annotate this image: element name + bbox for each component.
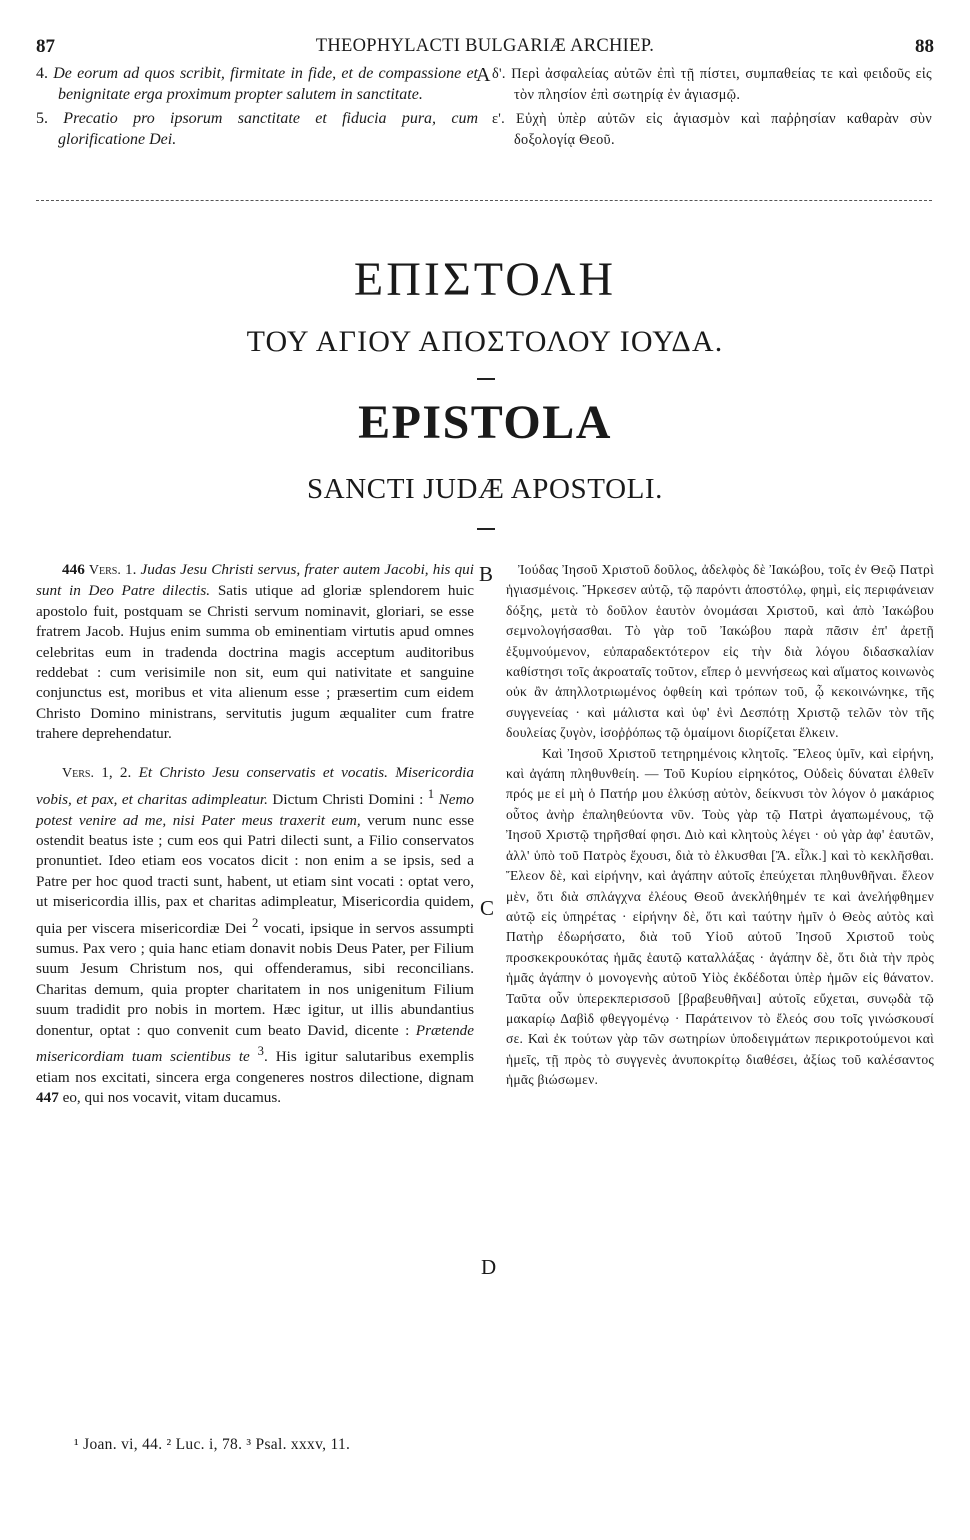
summary-latin-item: [36, 109, 478, 150]
page-number-right: 88: [915, 36, 934, 57]
commentary-text: eo, qui nos vocavit, vitam ducamus.: [62, 1088, 282, 1106]
summary-greek: [492, 64, 932, 154]
verse-label: Vers.: [62, 765, 94, 781]
item-number: 5.: [36, 110, 48, 127]
summary-greek-item: [492, 64, 932, 105]
summary-latin-item: [36, 64, 478, 105]
summary-latin: [36, 64, 478, 154]
margin-letter-a: A: [476, 64, 491, 86]
item-text: De eorum ad quos scribit, firmitate in fide, et de compassione et benignitate erga proximum propter salutem in sanctitate.: [53, 65, 478, 103]
margin-letter-b: B: [479, 562, 494, 586]
summary-greek-item: [492, 109, 932, 150]
footnote-ref: 2: [252, 915, 259, 930]
verse-number: 1.: [125, 561, 137, 578]
page-number-left: 87: [36, 36, 55, 57]
item-number: 4.: [36, 65, 48, 82]
verse-lemma: Judas Jesu Christi servus, frater autem Jacobi, his qui sunt in Deo Patre dilectis.: [36, 561, 474, 600]
margin-letter-c: C: [480, 896, 495, 920]
commentary-text: . His igitur salutaribus exemplis etiam nos excitati, sincera erga congeneres nostros dilectione, dignam: [36, 1048, 474, 1086]
latin-paragraph-1: [36, 560, 474, 745]
title-dash: [477, 378, 495, 380]
scripture-quote: Nemo potest venire ad me, nisi Pater meus traxerit eum,: [36, 791, 475, 829]
greek-title: ΕΠΙΣΤΟΛΗ: [353, 253, 617, 306]
commentary-text: Dictum Christi Domini :: [272, 791, 424, 809]
latin-paragraph-2: [36, 763, 474, 1109]
commentary-text: verum nunc esse ostendit beatus iste ; cum eos qui Patri dilecti sunt, a Filio conservatos pronuntiet. Ideo etiam eos vocatos dicit : non enim a se ipsis, sed a Patre per hoc quod tracti sunt, habent, ut etiam sint vocati : optat vero, ut misericordia illis, pax et charitas adimpleatur, Misericordia quidem, quia per viscera misericordiæ Dei: [36, 811, 475, 937]
item-text: Precatio pro ipsorum sanctitate et fiducia pura, cum glorificatione Dei.: [58, 110, 478, 148]
scripture-quote: Prætende misericordiam tuam scientibus te: [36, 1021, 475, 1066]
item-text: Εὐχὴ ὑπὲρ αὐτῶν εἰς ἁγιασμὸν καὶ παῤῥησίαν καθαρὰν σὺν δοξολογίᾳ Θεοῦ.: [514, 111, 933, 148]
footnote-ref: 3: [257, 1044, 264, 1059]
greek-column: [506, 560, 934, 1091]
section-divider: [36, 200, 932, 201]
item-number: δ'.: [492, 66, 506, 82]
verse-label: Vers.: [88, 563, 121, 578]
column-number: 446: [62, 561, 85, 578]
greek-paragraph-2: Καὶ Ἰησοῦ Χριστοῦ τετηρημένοις κλητοῖς. Ἔλεος ὑμῖν, καὶ εἰρήνη, καὶ ἀγάπη πληθυνθείη. — Τοῦ Κυρίου εἰρηκότος, Οὐδεὶς δύναται ἐλθεῖν πρός με εἰ μὴ ὁ Πατήρ μου ἑλκύσῃ αὐτὸν, δείκνυσι τὸν λόγον ὁ μακάριος οὗτος ἀνὴρ ἐπαληθεύοντα νῦν. Τοὺς γὰρ τῷ Πατρὶ ἀγαπωμένους, τῷ Ἰησοῦ Χριστῷ τηρῆσθαί φησι. Διὸ καὶ κλητοὺς λέγει · οὐ γὰρ ἀφ' ἑαυτῶν, ἀλλ' ὑπὸ τοῦ Πατρὸς ἔχουσι, διὰ τὸ ἑλκυσθαι [Ἄ. εἷλκ.] καὶ τὸ κεκλῆσθαι. Ἔλεον δὲ, καὶ εἰρήνην, καὶ ἀγάπην αὐτοῖς ἐπεύχεται πληθυνθῆναι. ἔλεον μὲν, ὅτι διὰ σπλάγχνα ἐλέους Θεοῦ ἀνεκλήθημέν τε καὶ ἀνελήφθημεν αὐτῷ εἰς ὑπηρέτας · εἰρήνην δὲ, ὅτι καὶ ταύτην ἡμῖν ὁ Θεὸς αὐτὸς καὶ Πατὴρ ἐδωρήσατο, διὰ τοῦ Υἱοῦ αὐτοῦ Ἰησοῦ Χριστοῦ τοὺς προσκεκρουκότας ἡμᾶς ἑαυτῷ καταλλάξας · ἀγάπην δὲ, ὅτι διὰ τὴν πρὸς ἡμᾶς ἀγάπην ὁ μονογενὴς αὐτοῦ Υἱὸς ἐκδέδοται ὑπὲρ ἡμῶν εἰς θάνατον. Ταῦτα οὖν ὑπερεκπερισσοῦ [βραβευθῆναι] αὐτοῖς εὔχεται, συνῳδὰ τῷ μακαρίῳ Δαβὶδ φθεγγομένῳ · Παράτεινον τὸ ἔλεός σου τοῖς γινώσκουσί σε. Καὶ ἐκ τούτων γὰρ τῶν σωτηρίων ὑποδειγμάτων περικροτούμενοι καὶ ἡμεῖς, τῇ πρὸς τὸ συγγενὲς ἀνυποκρίτῳ διαθέσει, ἀξίως τοῦ καλέσαντος ἡμᾶς βιώσωμεν.: [506, 745, 934, 1088]
running-header: [36, 36, 934, 60]
latin-title: EPISTOLA: [358, 396, 612, 449]
latin-column: [36, 560, 474, 1108]
commentary-text: Satis utique ad gloriæ splendorem huic apostolo fuit, postquam se Christi servum nominavit, gloriari, se esse fratrem Jacob. Hujus enim summa ob eminentiam virtutis apud omnes celebritas eum in tradenda doctrina magis acceptum auditoribus reddebat : cum verisimile non sit, eum qui nativitate et sanguine conjunctus est, moribus et vita alienum esse ; præsertim cum eidem Christo Domino ministrans, servitutis jugum æqualiter cum fratre trahere deprehendatur.: [36, 582, 475, 743]
greek-subtitle: ΤΟΥ ΑΓΙΟΥ ΑΠΟΣΤΟΛΟΥ ΙΟΥΔΑ.: [246, 325, 724, 358]
verse-lemma: Et Christo Jesu conservatis et vocatis. Misericordia vobis, et pax, et charitas adimpleatur.: [36, 763, 474, 809]
title-dash: [477, 528, 495, 530]
item-number: ε'.: [492, 111, 506, 127]
margin-letter-d: D: [481, 1255, 497, 1279]
latin-subtitle: SANCTI JUDÆ APOSTOLI.: [306, 473, 664, 505]
footnote-ref: 1: [427, 787, 435, 802]
footnotes: ¹ Joan. vi, 44. ² Luc. i, 78. ³ Psal. xxxv, 11.: [74, 1436, 351, 1453]
greek-paragraph-1: Ἰούδας Ἰησοῦ Χριστοῦ δοῦλος, ἀδελφὸς δὲ Ἰακώβου, τοῖς ἐν Θεῷ Πατρὶ ἡγιασμένοις. Ἤρκεσεν αὐτῷ, τῷ παρόντι ἀποστόλῳ, φημὶ, εἰς περιφάνειαν δόξης, μετὰ τὸ δοῦλον ἑαυτὸν ὀνομάσαι Χριστοῦ, καὶ ἀπὸ Ἰακώβου σεμνολογήσασθαι. Τὸ γὰρ τοῦ Ἰακώβου παρὰ πᾶσιν ἐπ' ἀρετῇ ἐξυμνούμενον, εὐπαραδεκτότερον εἰς τὴν διὰ λόγου διδασκαλίαν καθίστησι τοῖς ἀκροαταῖς τοῦτον, εἴπερ ὁ μεννήσεως καὶ αἵματος κοινωνὸς οὐκ ἂν ἀπηλλοτριωμένος ὀφθείη καὶ τρόπων τοῦ, ᾧ κεκοινώνηκε, τῆς συγγενείας · καὶ μάλιστα καὶ ὑφ' ἑνὶ Δεσπότῃ Χριστῷ τελῶν τὸν τῆς δουλείας ζυγὸν, ἰσοῤῥόπως τῷ ὁμαίμονι διορίζεται ἕλκειν.: [506, 562, 934, 741]
column-number: 447: [36, 1088, 59, 1106]
commentary-text: vocati, ipsique in servos assumpti sumus. Pax vero ; quia hanc etiam donavit nobis Deus Pater, per Filium suum Jesum Christum nos, qui offenderamus, sibi reconcilians. Charitas demum, quia propter charitatem in nos unigenitum Filium suum tradidit pro nobis in mortem. Hæc igitur, ut illis abundantius donentur, optat : quo convenit cum beato David, dicente :: [36, 919, 474, 1039]
verse-number: 1, 2.: [101, 763, 132, 781]
running-title: THEOPHYLACTI BULGARIÆ ARCHIEP.: [315, 36, 655, 56]
item-text: Περὶ ἀσφαλείας αὐτῶν ἐπὶ τῇ πίστει, συμπαθείας τε καὶ φειδοῦς εἰς τὸν πλησίον ἐπὶ σωτηρίᾳ ἐν ἁγιασμῷ.: [511, 66, 933, 103]
